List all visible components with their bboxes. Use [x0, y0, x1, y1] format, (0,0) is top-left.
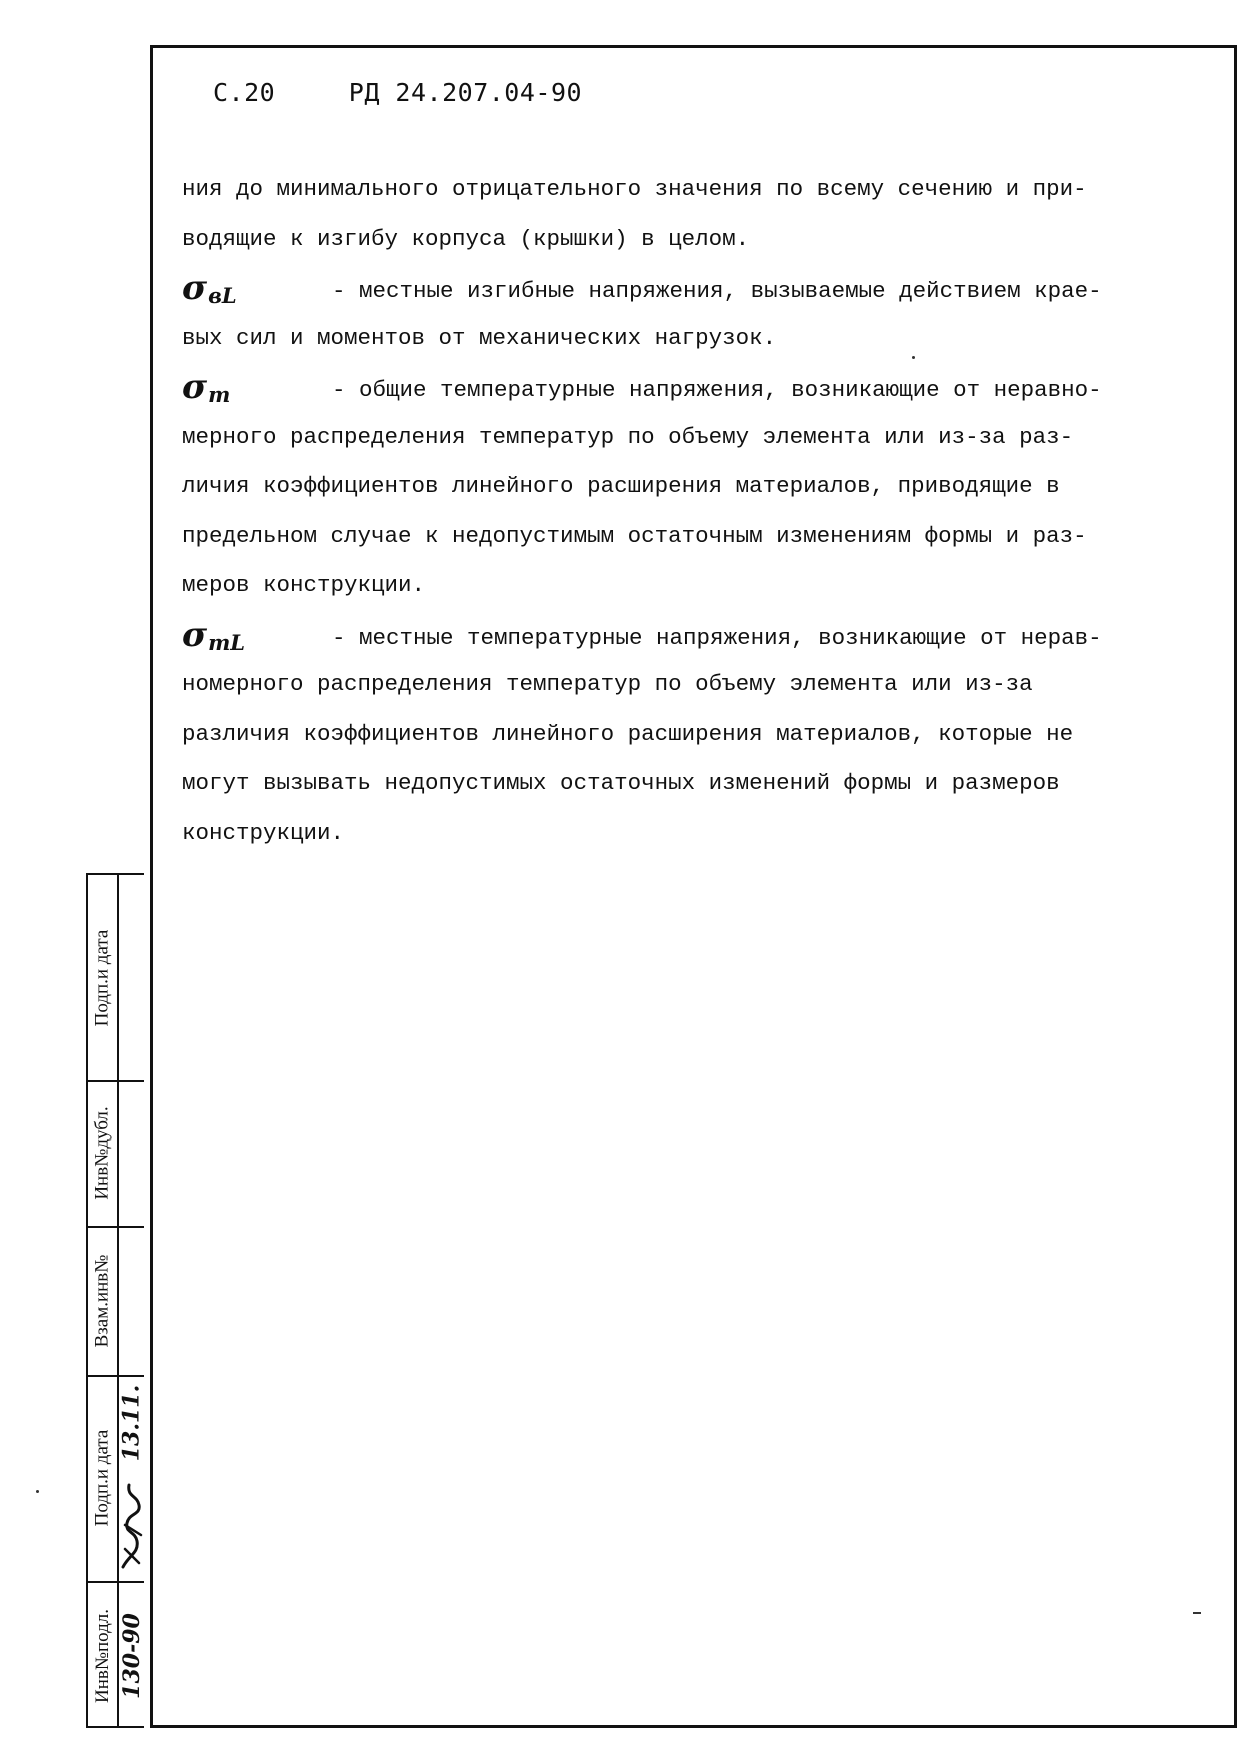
- symbol-sigma-tl: $\sigma_{тL}$: [182, 614, 246, 655]
- body-line: предельном случае к недопустимым остаточным изменениям формы и раз-: [182, 522, 1087, 549]
- body-line: номерного распределения температур по объему элемента или из-за: [182, 671, 1033, 697]
- signature-mark: [119, 1475, 145, 1575]
- document-body: [182, 165, 1212, 858]
- body-line: вых сил и моментов от механических нагрузок.: [182, 324, 777, 351]
- definition-line: $\sigma_т$ - общие температурные напряжения, возникающие от неравно-: [182, 363, 1212, 413]
- symbol-sigma-t: $\sigma_т$: [182, 367, 231, 407]
- body-line: водящие к изгибу корпуса (крышки) в целом.: [182, 225, 750, 252]
- stamp-cell-replacement-inventory: Взам.инв№: [91, 1254, 113, 1347]
- scan-speck: [36, 1490, 39, 1493]
- stamp-cell-duplicate-inventory: Инв№дубл.: [91, 1106, 113, 1200]
- document-code: РД 24.207.04-90: [348, 78, 583, 107]
- handwritten-inventory-number: 130-90: [118, 1612, 145, 1699]
- page-header: [213, 78, 582, 107]
- definition-line: $\sigma_{вL}$ - местные изгибные напряжения, вызываемые действием крае-: [182, 264, 1212, 314]
- stamp-cell-signature-date-2: Подп.и дата: [91, 1429, 113, 1527]
- body-line: конструкции.: [182, 819, 345, 846]
- symbol-sigma-vl: $\sigma_{вL}$: [182, 268, 237, 308]
- stamp-cell-original-inventory: Инв№подл.: [91, 1608, 113, 1703]
- scan-speck: [912, 356, 915, 359]
- page-number: С.20: [213, 78, 276, 107]
- body-line: мерного распределения температур по объему элемента или из-за раз-: [182, 423, 1074, 450]
- handwritten-date: 13.11.: [118, 1384, 145, 1461]
- body-line: различия коэффициентов линейного расширения материалов, которые не: [182, 720, 1074, 747]
- margin-stamp: [86, 873, 144, 1728]
- definition-line: $\sigma_{тL}$ - местные температурные напряжения, возникающие от нерав-: [182, 611, 1212, 661]
- stamp-cell-signature-date: Подп.и дата: [91, 929, 113, 1026]
- body-line: могут вызывать недопустимых остаточных изменений формы и размеров: [182, 770, 1060, 796]
- body-line: ния до минимального отрицательного значения по всему сечению и при-: [182, 176, 1087, 202]
- body-line: личия коэффициентов линейного расширения материалов, приводящие в: [182, 473, 1060, 499]
- scan-speck: [1193, 1612, 1201, 1614]
- body-line: меров конструкции.: [182, 572, 426, 598]
